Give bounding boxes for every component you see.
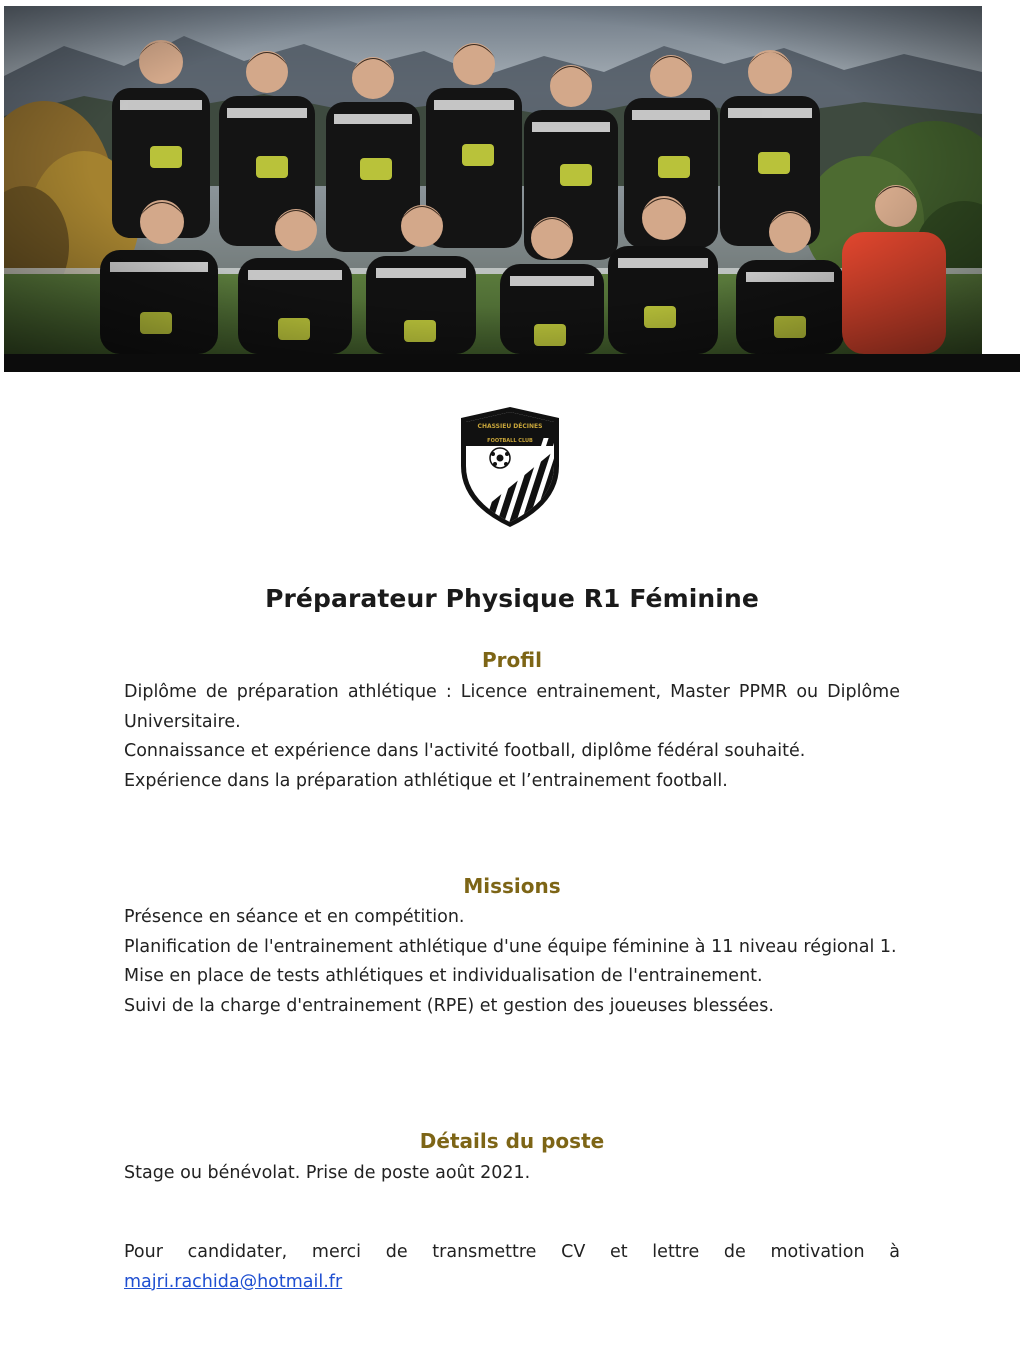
missions-line: Présence en séance et en compétition. <box>124 907 465 927</box>
section-heading-profil: Profil <box>482 648 542 672</box>
section-heading-missions: Missions <box>463 874 561 898</box>
section-heading-details: Détails du poste <box>419 1129 605 1153</box>
section-body-details <box>124 1159 900 1189</box>
missions-line: Suivi de la charge d'entrainement (RPE) et gestion des joueuses blessées. <box>124 995 774 1016</box>
profil-line: Expérience dans la préparation athlétique et l’entrainement football. <box>124 770 728 791</box>
section-body-profil <box>124 678 900 796</box>
email-link[interactable]: majri.rachida@hotmail.fr <box>124 1271 343 1292</box>
svg-text:FOOTBALL CLUB: FOOTBALL CLUB <box>487 438 533 444</box>
apply-text: Pour candidater, merci de transmettre CV et lettre de motivation à <box>124 1242 900 1262</box>
header-dark-band <box>4 354 1020 372</box>
section-body-missions <box>124 903 900 1021</box>
svg-text:CHASSIEU DÉCINES: CHASSIEU DÉCINES <box>477 423 543 430</box>
apply-block <box>124 1238 900 1297</box>
missions-line: Planification de l'entrainement athlétique d'une équipe féminine à 11 niveau régional 1. <box>124 936 897 957</box>
details-line: Stage ou bénévolat. Prise de poste août 2021. <box>124 1163 531 1183</box>
club-crest-icon <box>460 406 560 528</box>
profil-line: Diplôme de préparation athlétique : Licence entrainement, Master PPMR ou Diplôme Universitaire. <box>124 682 900 732</box>
team-photo <box>4 6 982 354</box>
missions-line: Mise en place de tests athlétiques et individualisation de l'entrainement. <box>124 966 763 986</box>
profil-line: Connaissance et expérience dans l'activité football, diplôme fédéral souhaité. <box>124 741 806 761</box>
header-photo-area <box>0 0 1024 372</box>
page-title: Préparateur Physique R1 Féminine <box>265 584 759 613</box>
